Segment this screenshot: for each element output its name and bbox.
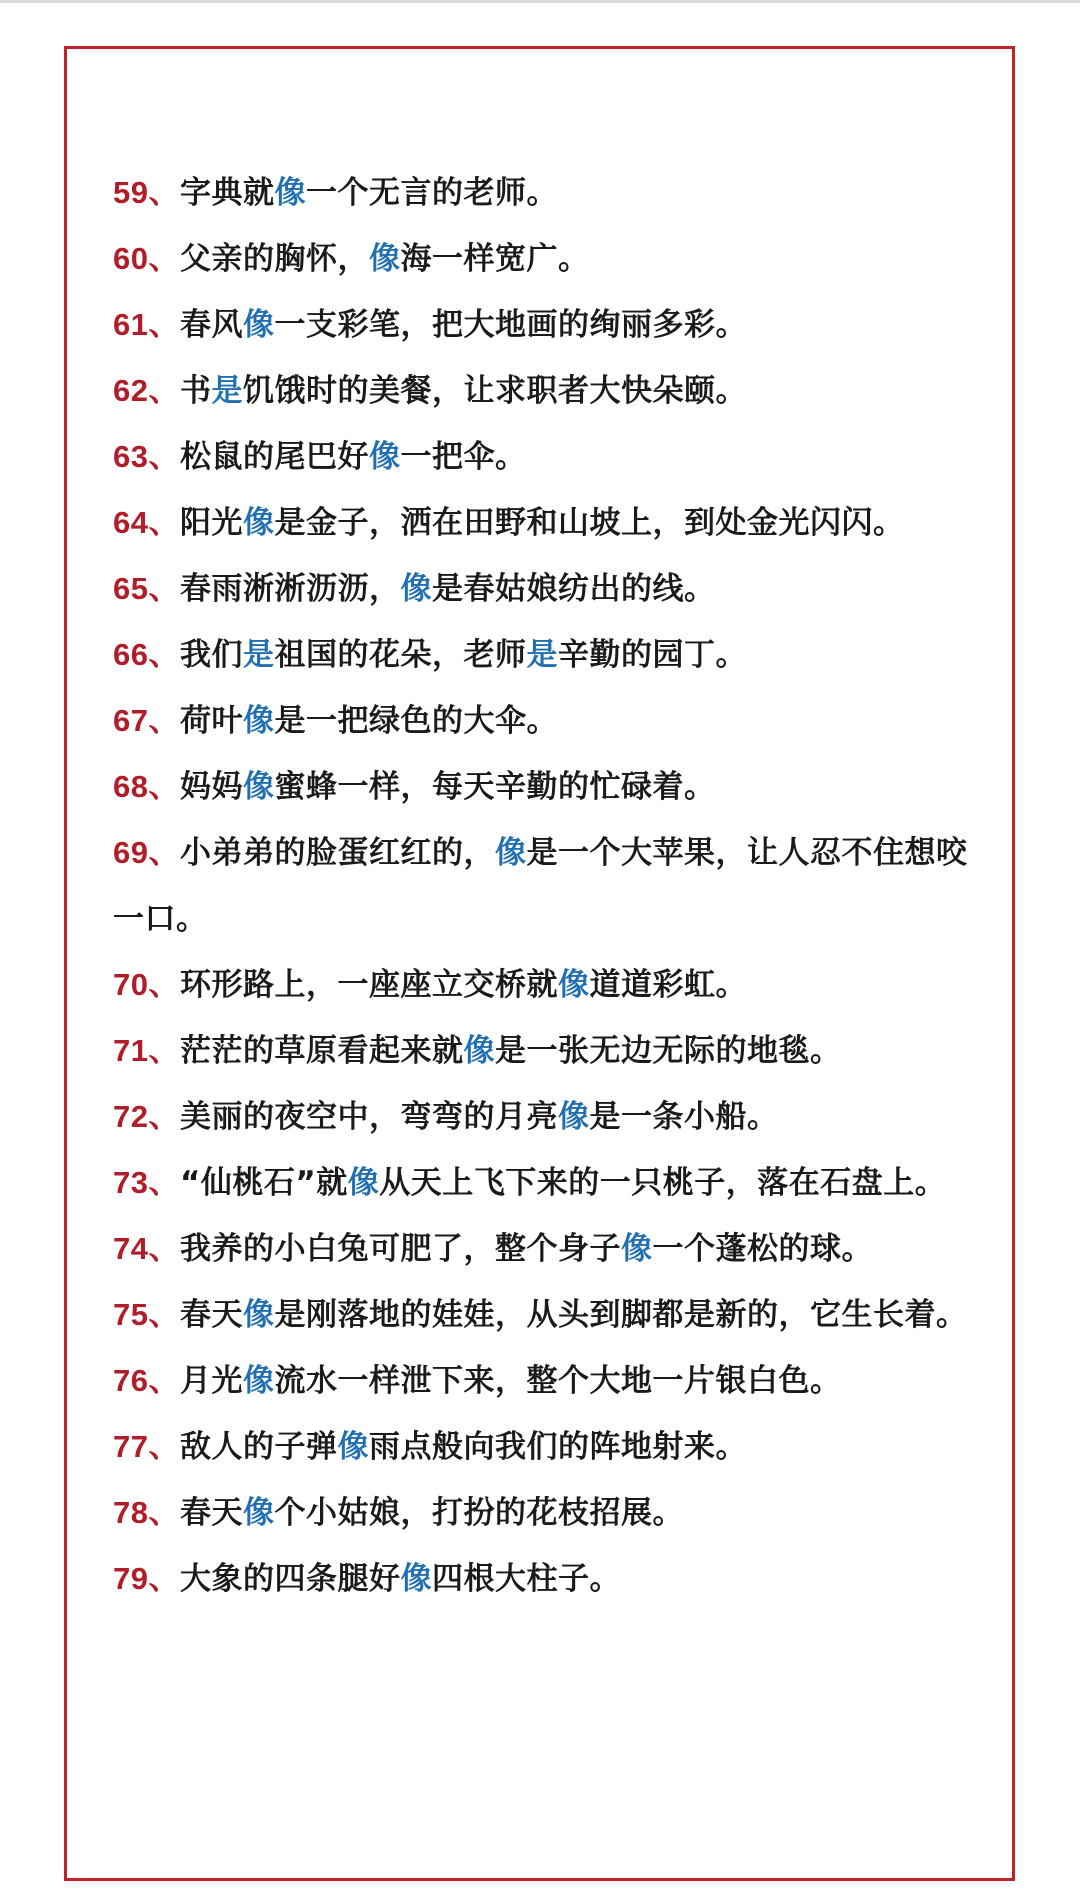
sentence-text: 阳光 <box>179 505 243 541</box>
keyword-highlight: 像 <box>242 505 275 541</box>
item-separator: 、 <box>148 571 180 607</box>
sentence-text: 我养的小白兔可肥了，整个身子 <box>179 1231 621 1267</box>
sentence-text: 妈妈 <box>179 769 243 805</box>
sentence-item <box>113 622 973 688</box>
item-separator: 、 <box>148 1297 180 1333</box>
keyword-highlight: 像 <box>557 1099 590 1135</box>
keyword-highlight: 是 <box>242 637 275 673</box>
sentence-item <box>113 1084 973 1150</box>
keyword-highlight: 像 <box>242 1297 275 1333</box>
sentence-item <box>113 754 973 820</box>
sentence-text: 四根大柱子。 <box>431 1561 621 1597</box>
sentence-item <box>113 226 973 292</box>
sentence-text: 我们 <box>179 637 243 673</box>
sentence-text: 蜜蜂一样，每天辛勤的忙碌着。 <box>274 769 716 805</box>
sentence-item <box>113 1150 973 1216</box>
item-number: 70 <box>113 967 149 1002</box>
item-separator: 、 <box>148 1165 180 1201</box>
sentence-text: 流水一样泄下来，整个大地一片银白色。 <box>274 1363 842 1399</box>
sentence-text: 茫茫的草原看起来就 <box>179 1033 464 1069</box>
item-separator: 、 <box>148 769 180 805</box>
sentence-text: “仙桃石”就 <box>179 1165 348 1201</box>
item-number: 64 <box>113 505 149 540</box>
keyword-highlight: 像 <box>400 571 432 607</box>
sentence-item <box>113 292 973 358</box>
keyword-highlight: 像 <box>400 1561 432 1597</box>
item-separator: 、 <box>148 1495 180 1531</box>
item-number: 68 <box>113 769 149 804</box>
item-number: 60 <box>113 241 149 276</box>
keyword-highlight: 像 <box>347 1165 380 1201</box>
keyword-highlight: 像 <box>242 703 275 739</box>
keyword-highlight: 像 <box>242 769 275 805</box>
sentence-text: 小弟弟的脸蛋红红的， <box>179 835 495 871</box>
sentence-text: 春风 <box>179 307 243 343</box>
sentence-item <box>113 358 973 424</box>
sentence-item <box>113 952 973 1018</box>
sentence-text: 敌人的子弹 <box>179 1429 338 1465</box>
keyword-highlight: 像 <box>557 967 590 1003</box>
sentence-text: 大象的四条腿好 <box>179 1561 401 1597</box>
item-separator: 、 <box>148 1033 180 1069</box>
sentence-text: 海一样宽广。 <box>400 241 590 277</box>
item-number: 61 <box>113 307 149 342</box>
item-number: 78 <box>113 1495 149 1530</box>
top-divider <box>0 0 1080 3</box>
sentence-text: 书 <box>179 373 212 409</box>
item-separator: 、 <box>148 967 180 1003</box>
item-separator: 、 <box>148 637 180 673</box>
item-separator: 、 <box>148 505 180 541</box>
sentence-text: 饥饿时的美餐，让求职者大快朵颐。 <box>242 373 747 409</box>
item-number: 79 <box>113 1561 149 1596</box>
sentence-text: 雨点般向我们的阵地射来。 <box>368 1429 747 1465</box>
sentence-text: 春天 <box>179 1495 243 1531</box>
item-number: 63 <box>113 439 149 474</box>
sentence-item <box>113 1282 973 1348</box>
sentence-text: 环形路上，一座座立交桥就 <box>179 967 558 1003</box>
sentence-text: 美丽的夜空中，弯弯的月亮 <box>179 1099 558 1135</box>
sentence-item <box>113 688 973 754</box>
sentence-text: 是一张无边无际的地毯。 <box>494 1033 842 1069</box>
sentence-item <box>113 1546 973 1612</box>
sentence-item <box>113 160 973 226</box>
item-separator: 、 <box>148 835 180 871</box>
sentence-text: 是一个大苹果，让人忍不住想咬一口。 <box>113 835 968 937</box>
sentence-text: 春雨淅淅沥沥， <box>179 571 401 607</box>
item-separator: 、 <box>148 1561 180 1597</box>
keyword-highlight: 像 <box>337 1429 369 1465</box>
item-separator: 、 <box>148 241 180 277</box>
sentence-text: 是一把绿色的大伞。 <box>274 703 558 739</box>
sentence-text: 是刚落地的娃娃，从头到脚都是新的，它生长着。 <box>274 1297 968 1333</box>
sentence-item <box>113 1414 973 1480</box>
sentence-text: 个小姑娘，打扮的花枝招展。 <box>274 1495 684 1531</box>
item-separator: 、 <box>148 1231 180 1267</box>
item-number: 74 <box>113 1231 149 1266</box>
item-number: 76 <box>113 1363 149 1398</box>
sentence-item <box>113 1348 973 1414</box>
sentence-text: 父亲的胸怀， <box>179 241 369 277</box>
sentence-item <box>113 490 973 556</box>
sentence-item <box>113 556 973 622</box>
sentence-text: 是一条小船。 <box>589 1099 779 1135</box>
keyword-highlight: 是 <box>211 373 243 409</box>
item-number: 67 <box>113 703 149 738</box>
sentence-item <box>113 1480 973 1546</box>
item-separator: 、 <box>148 175 180 211</box>
sentence-item <box>113 424 973 490</box>
sentence-text: 月光 <box>179 1363 243 1399</box>
item-separator: 、 <box>148 307 180 343</box>
keyword-highlight: 像 <box>274 175 306 211</box>
keyword-highlight: 像 <box>620 1231 653 1267</box>
item-number: 62 <box>113 373 149 408</box>
sentence-text: 祖国的花朵，老师 <box>274 637 527 673</box>
keyword-highlight: 像 <box>368 439 401 475</box>
item-number: 72 <box>113 1099 149 1134</box>
item-separator: 、 <box>148 1429 180 1465</box>
item-number: 77 <box>113 1429 149 1464</box>
keyword-highlight: 像 <box>368 241 401 277</box>
item-separator: 、 <box>148 1099 180 1135</box>
sentence-text: 一个无言的老师。 <box>305 175 558 211</box>
sentence-item <box>113 820 973 952</box>
keyword-highlight: 像 <box>242 307 275 343</box>
item-number: 65 <box>113 571 149 606</box>
item-separator: 、 <box>148 373 180 409</box>
sentence-item <box>113 1216 973 1282</box>
keyword-highlight: 像 <box>242 1495 275 1531</box>
sentence-text: 从天上飞下来的一只桃子，落在石盘上。 <box>379 1165 947 1201</box>
sentence-text: 荷叶 <box>179 703 243 739</box>
sentence-text: 松鼠的尾巴好 <box>179 439 369 475</box>
sentence-text: 一把伞。 <box>400 439 527 475</box>
sentence-text: 字典就 <box>179 175 275 211</box>
keyword-highlight: 像 <box>242 1363 275 1399</box>
item-separator: 、 <box>148 703 180 739</box>
sentence-text: 是春姑娘纺出的线。 <box>431 571 716 607</box>
keyword-highlight: 像 <box>494 835 527 871</box>
sentence-text: 一支彩笔，把大地画的绚丽多彩。 <box>274 307 747 343</box>
sentence-text: 一个蓬松的球。 <box>652 1231 873 1267</box>
sentence-list <box>113 160 973 1612</box>
sentence-text: 辛勤的园丁。 <box>557 637 747 673</box>
sentence-text: 道道彩虹。 <box>589 967 747 1003</box>
sentence-text: 是金子，洒在田野和山坡上，到处金光闪闪。 <box>274 505 905 541</box>
item-number: 75 <box>113 1297 149 1332</box>
item-number: 73 <box>113 1165 149 1200</box>
item-number: 59 <box>113 175 149 210</box>
sentence-item <box>113 1018 973 1084</box>
keyword-highlight: 是 <box>526 637 558 673</box>
keyword-highlight: 像 <box>463 1033 495 1069</box>
item-number: 66 <box>113 637 149 672</box>
item-number: 69 <box>113 835 149 870</box>
item-number: 71 <box>113 1033 149 1068</box>
item-separator: 、 <box>148 1363 180 1399</box>
sentence-text: 春天 <box>179 1297 243 1333</box>
item-separator: 、 <box>148 439 180 475</box>
